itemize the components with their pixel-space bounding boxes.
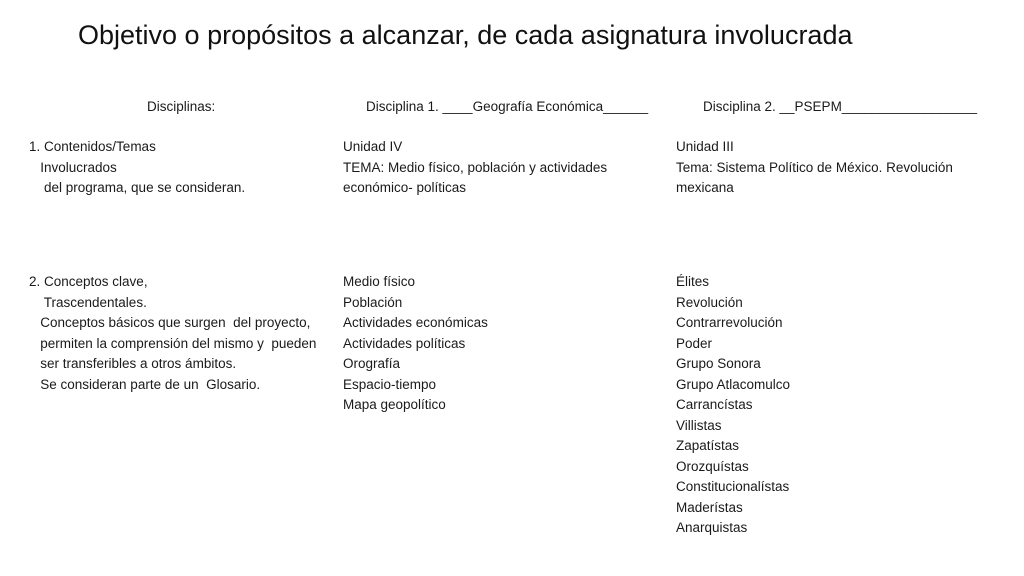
text-line: Poder (676, 335, 713, 351)
text-line: Anarquistas (676, 520, 748, 535)
text-line: TEMA: Medio físico, población y actividades (343, 159, 608, 175)
text-line: 1. Contenidos/Temas (29, 139, 156, 154)
slide-title: Objetivo o propósitos a alcanzar, de cada asignatura involucrada (78, 20, 853, 50)
text-line: Grupo Sonora (676, 356, 761, 371)
text-line: Mapa geopolítico (343, 397, 446, 412)
conceptos-label (29, 272, 316, 395)
text-line: Revolución (676, 294, 743, 310)
header-disciplinas: Disciplinas: (147, 99, 216, 114)
text-line: Villistas (676, 417, 722, 433)
text-line: Medio físico (343, 274, 416, 289)
text-line: 2. Conceptos clave, (29, 274, 148, 289)
text-line: Grupo Atlacomulco (676, 376, 791, 392)
header-disciplina-1: Disciplina 1. ____Geografía Económica______ (366, 99, 649, 114)
text-line: Maderístas (676, 499, 743, 515)
text-line: Tema: Sistema Político de México. Revolución (676, 159, 953, 175)
text-line: Unidad IV (343, 139, 403, 154)
text-line: Orografía (343, 356, 401, 371)
text-line: Contrarrevolución (676, 315, 783, 330)
text-line: Actividades políticas (343, 335, 466, 351)
header-disciplina-2: Disciplina 2. __PSEPM__________________ (703, 99, 977, 114)
text-line: económico- políticas (343, 180, 467, 195)
contenidos-label (29, 137, 245, 199)
text-line: Constitucionalístas (676, 479, 790, 494)
text-line: Carrancístas (676, 397, 753, 412)
text-line: Conceptos básicos que surgen del proyecto, (29, 315, 311, 330)
conceptos-disciplina-2 (676, 272, 790, 539)
text-line: permiten la comprensión del mismo y pueden (29, 335, 317, 351)
text-line: Zapatístas (676, 438, 740, 453)
text-line: Involucrados (29, 159, 117, 175)
text-line: Actividades económicas (343, 315, 488, 330)
contenidos-disciplina-1 (343, 137, 607, 199)
text-line: Se consideran parte de un Glosario. (29, 376, 261, 392)
text-line: mexicana (676, 180, 734, 195)
text-line: Élites (676, 274, 710, 289)
text-line: Unidad III (676, 139, 734, 154)
text-line: del programa, que se consideran. (29, 180, 246, 195)
text-line: ser transferibles a otros ámbitos. (29, 356, 237, 371)
text-line: Trascendentales. (29, 294, 147, 310)
text-line: Espacio-tiempo (343, 376, 437, 392)
text-line: Orozquístas (676, 458, 749, 474)
text-line: Población (343, 294, 403, 310)
contenidos-disciplina-2 (676, 137, 953, 199)
conceptos-disciplina-1 (343, 272, 488, 416)
